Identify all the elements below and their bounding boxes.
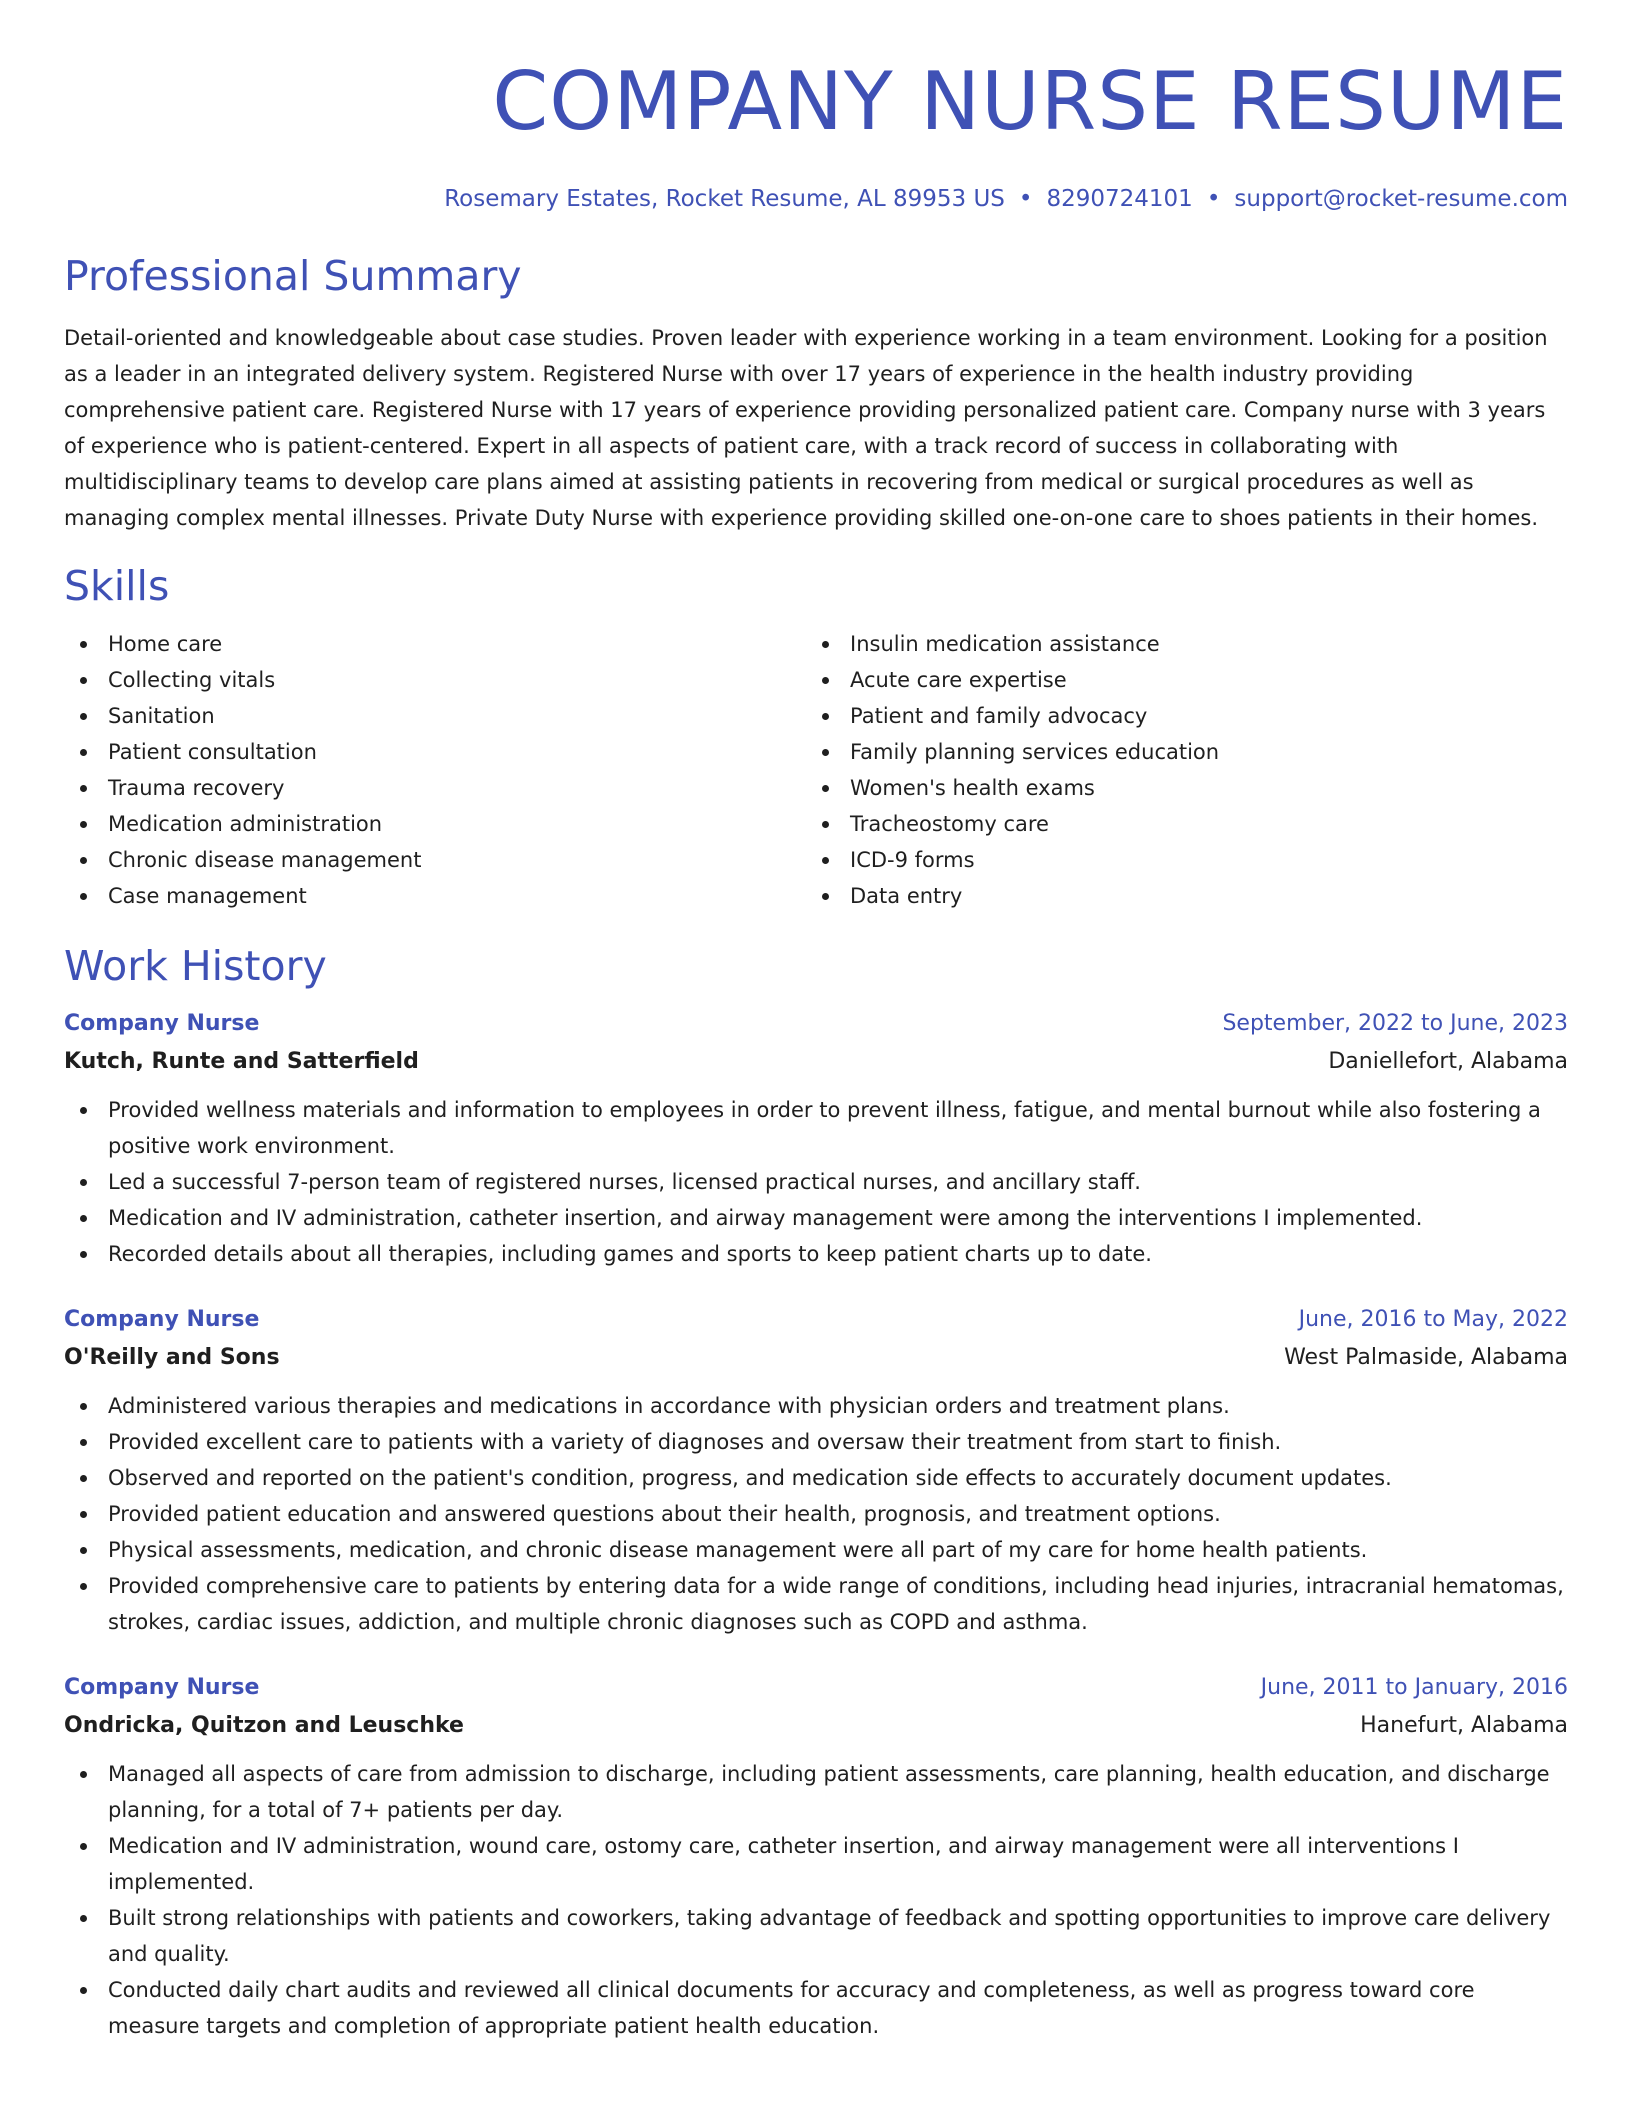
skill-item: Trauma recovery <box>64 770 806 806</box>
skills-section <box>64 560 1568 914</box>
job-dates: September, 2022 to June, 2023 <box>1222 1011 1568 1036</box>
job-company: O'Reilly and Sons <box>64 1345 280 1370</box>
job-bullet: Recorded details about all therapies, including games and sports to keep patient charts up to date. <box>64 1236 1568 1272</box>
skill-item: Case management <box>64 878 806 914</box>
contact-address: Rosemary Estates, Rocket Resume, AL 89953 US <box>444 186 1005 212</box>
job-bullet: Medication and IV administration, wound care, ostomy care, catheter insertion, and airway management were all interventions I implemented. <box>64 1828 1568 1900</box>
skills-column-left <box>64 626 806 914</box>
job-title: Company Nurse <box>64 1675 260 1700</box>
skill-item: Acute care expertise <box>806 662 1548 698</box>
skill-item: ICD-9 forms <box>806 842 1548 878</box>
skill-item: Women's health exams <box>806 770 1548 806</box>
skill-item: Patient consultation <box>64 734 806 770</box>
job-employer-row <box>64 1338 1568 1378</box>
skill-item: Home care <box>64 626 806 662</box>
job-bullets <box>64 1388 1568 1640</box>
job-entry <box>64 1006 1568 1272</box>
job-bullet: Medication and IV administration, catheter insertion, and airway management were among the interventions I implemented. <box>64 1200 1568 1236</box>
skill-item: Insulin medication assistance <box>806 626 1548 662</box>
job-bullet: Physical assessments, medication, and chronic disease management were all part of my care for home health patients. <box>64 1532 1568 1568</box>
job-bullet: Administered various therapies and medications in accordance with physician orders and treatment plans. <box>64 1388 1568 1424</box>
professional-summary-section <box>64 250 1568 536</box>
job-title: Company Nurse <box>64 1011 260 1036</box>
contact-email: support@rocket-resume.com <box>1234 186 1568 212</box>
job-entry <box>64 1302 1568 1640</box>
skill-item: Collecting vitals <box>64 662 806 698</box>
job-dates: June, 2011 to January, 2016 <box>1260 1675 1568 1700</box>
skill-item: Medication administration <box>64 806 806 842</box>
job-entry <box>64 1670 1568 2044</box>
job-location: Hanefurt, Alabama <box>1360 1713 1568 1738</box>
job-title-row <box>64 1670 1568 1706</box>
job-company: Kutch, Runte and Satterfield <box>64 1049 419 1074</box>
job-location: Daniellefort, Alabama <box>1328 1049 1568 1074</box>
job-title: Company Nurse <box>64 1307 260 1332</box>
summary-paragraph: Detail-oriented and knowledgeable about case studies. Proven leader with experience working in a team environment. Looking for a position as a leader in an integrated delivery system. Registered Nurse with over 17 years of experience in the health industry providing comprehensive patient care. Registered Nurse with 17 years of experience providing personalized patient care. Company nurse with 3 years of experience who is patient-centered. Expert in all aspects of patient care, with a track record of success in collaborating with multidisciplinary teams to develop care plans aimed at assisting patients in recovering from medical or surgical procedures as well as managing complex mental illnesses. Private Duty Nurse with experience providing skilled one-on-one care to shoes patients in their homes. <box>64 326 1548 530</box>
section-heading-summary: Professional Summary <box>64 252 522 300</box>
work-history-section <box>64 940 1568 2044</box>
job-employer-row <box>64 1042 1568 1082</box>
job-company: Ondricka, Quitzon and Leuschke <box>64 1713 464 1738</box>
job-bullets <box>64 1756 1568 2044</box>
skill-item: Chronic disease management <box>64 842 806 878</box>
job-bullet: Provided excellent care to patients with a variety of diagnoses and oversaw their treatment from start to finish. <box>64 1424 1568 1460</box>
job-title-row <box>64 1006 1568 1042</box>
resume-title: COMPANY NURSE RESUME <box>492 55 1568 148</box>
contact-separator: • <box>1206 186 1221 212</box>
skill-item: Tracheostomy care <box>806 806 1548 842</box>
skill-item: Data entry <box>806 878 1548 914</box>
job-bullet: Conducted daily chart audits and reviewed all clinical documents for accuracy and completeness, as well as progress toward core measure targets and completion of appropriate patient health education. <box>64 1972 1568 2044</box>
job-bullet: Provided patient education and answered questions about their health, prognosis, and treatment options. <box>64 1496 1568 1532</box>
section-heading-skills: Skills <box>64 562 170 610</box>
skills-column-right <box>806 626 1548 914</box>
job-dates: June, 2016 to May, 2022 <box>1298 1307 1568 1332</box>
skill-item: Patient and family advocacy <box>806 698 1548 734</box>
job-title-row <box>64 1302 1568 1338</box>
job-bullet: Led a successful 7-person team of registered nurses, licensed practical nurses, and ancillary staff. <box>64 1164 1568 1200</box>
job-bullet: Provided wellness materials and information to employees in order to prevent illness, fatigue, and mental burnout while also fostering a positive work environment. <box>64 1092 1568 1164</box>
job-bullets <box>64 1092 1568 1272</box>
skill-item: Sanitation <box>64 698 806 734</box>
skills-grid <box>64 626 1568 914</box>
skill-item: Family planning services education <box>806 734 1548 770</box>
job-employer-row <box>64 1706 1568 1746</box>
job-bullet: Managed all aspects of care from admission to discharge, including patient assessments, care planning, health education, and discharge planning, for a total of 7+ patients per day. <box>64 1756 1568 1828</box>
contact-separator: • <box>1018 186 1033 212</box>
job-bullet: Provided comprehensive care to patients by entering data for a wide range of conditions, including head injuries, intracranial hematomas, strokes, cardiac issues, addiction, and multiple chronic diagnoses such as COPD and asthma. <box>64 1568 1568 1640</box>
job-location: West Palmaside, Alabama <box>1284 1345 1568 1370</box>
contact-phone: 8290724101 <box>1046 186 1193 212</box>
job-bullet: Built strong relationships with patients and coworkers, taking advantage of feedback and spotting opportunities to improve care delivery and quality. <box>64 1900 1568 1972</box>
job-bullet: Observed and reported on the patient's condition, progress, and medication side effects to accurately document updates. <box>64 1460 1568 1496</box>
contact-line <box>64 184 1568 214</box>
section-heading-work-history: Work History <box>64 942 327 990</box>
